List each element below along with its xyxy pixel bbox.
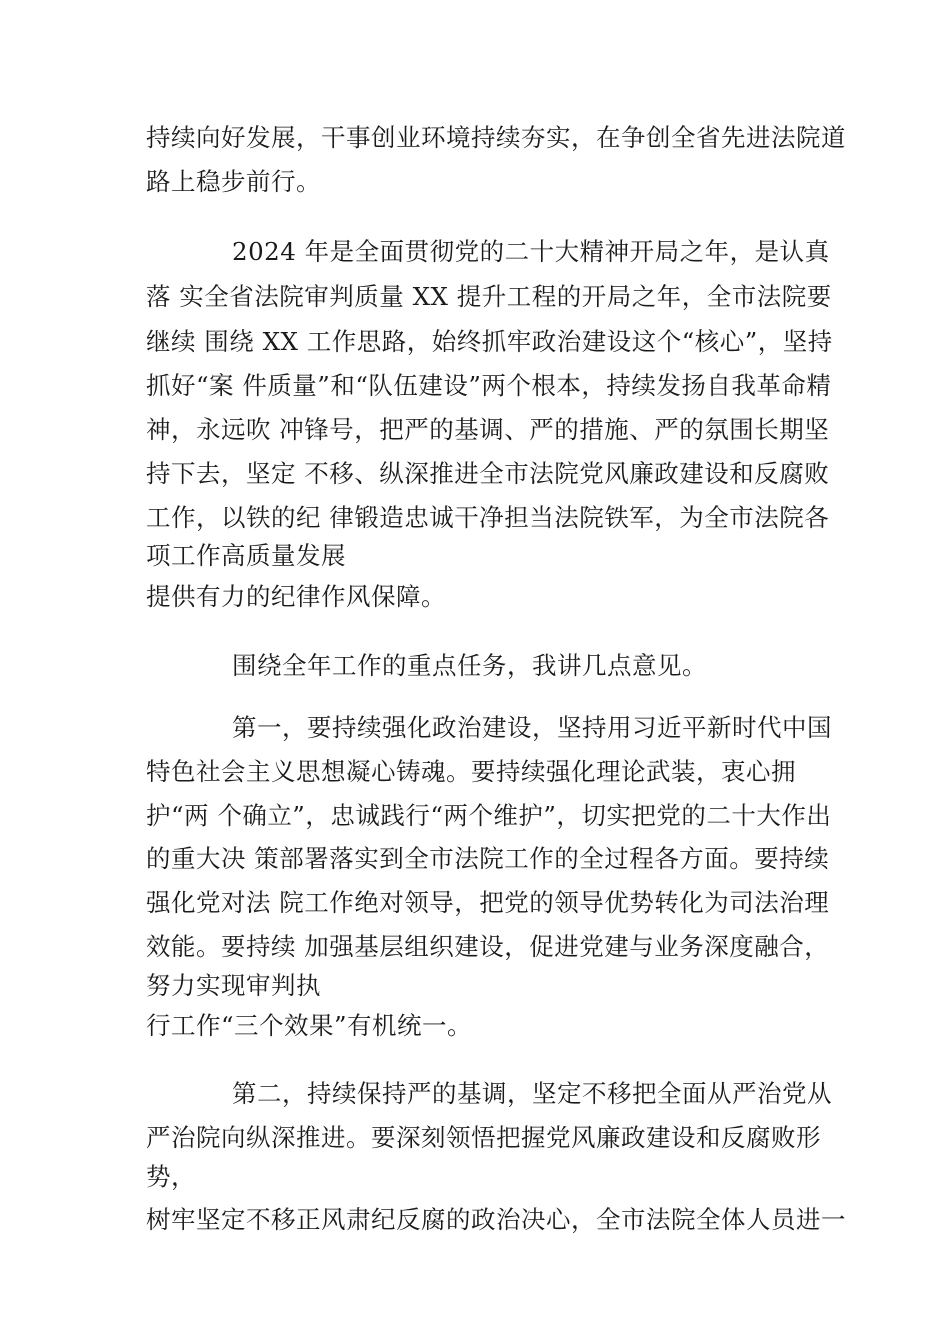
text-line: 持续向好发展，干事创业环境持续夯实，在争创全省先进法院道 [146, 123, 846, 152]
text-line: 路上稳步前行。 [146, 167, 321, 196]
text-line: 努力实现审判执 [146, 971, 321, 1000]
text-line: 树牢坚定不移正风肃纪反腐的政治决心，全市法院全体人员进一 [146, 1205, 846, 1234]
text-line: 工作，以铁的纪 律锻造忠诚干净担当法院铁军，为全市法院各 [146, 503, 830, 532]
text-line: 提供有力的纪律作风保障。 [146, 582, 446, 611]
text-line: 神，永远吹 冲锋号，把严的基调、严的措施、严的氛围长期坚 [146, 415, 830, 444]
text-line: 行工作“三个效果”有机统一。 [146, 1011, 473, 1040]
text-line: 特色社会主义思想凝心铸魂。要持续强化理论武装，衷心拥 [146, 757, 796, 786]
paragraph-start: 第二，持续保持严的基调，坚定不移把全面从严治党从 [232, 1079, 832, 1108]
text-line: 护“两 个确立”，忠诚践行“两个维护”，切实把党的二十大作出 [146, 801, 832, 830]
text-line: 势， [146, 1162, 196, 1191]
text-line: 的重大决 策部署落实到全市法院工作的全过程各方面。要持续 [146, 844, 830, 873]
text-line: 持下去，坚定 不移、纵深推进全市法院党风廉政建设和反腐败 [146, 459, 830, 488]
paragraph-start: 围绕全年工作的重点任务，我讲几点意见。 [232, 651, 707, 680]
text-line: 项工作高质量发展 [146, 541, 346, 570]
text-line: 抓好“案 件质量”和“队伍建设”两个根本，持续发扬自我革命精 [146, 371, 832, 400]
text-line: 落 实全省法院审判质量 XX 提升工程的开局之年，全市法院要 [146, 282, 832, 311]
text-line: 严治院向纵深推进。要深刻领悟把握党风廉政建设和反腐败形 [146, 1123, 821, 1152]
text-line: 效能。要持续 加强基层组织建设，促进党建与业务深度融合， [146, 932, 830, 961]
text-line: 强化党对法 院工作绝对领导，把党的领导优势转化为司法治理 [146, 888, 830, 917]
text-line: 继续 围绕 XX 工作思路，始终抓牢政治建设这个“核心”，坚持 [146, 327, 833, 356]
paragraph-start: 2024 年是全面贯彻党的二十大精神开局之年，是认真 [232, 237, 830, 266]
paragraph-start: 第一，要持续强化政治建设，坚持用习近平新时代中国 [232, 713, 832, 742]
